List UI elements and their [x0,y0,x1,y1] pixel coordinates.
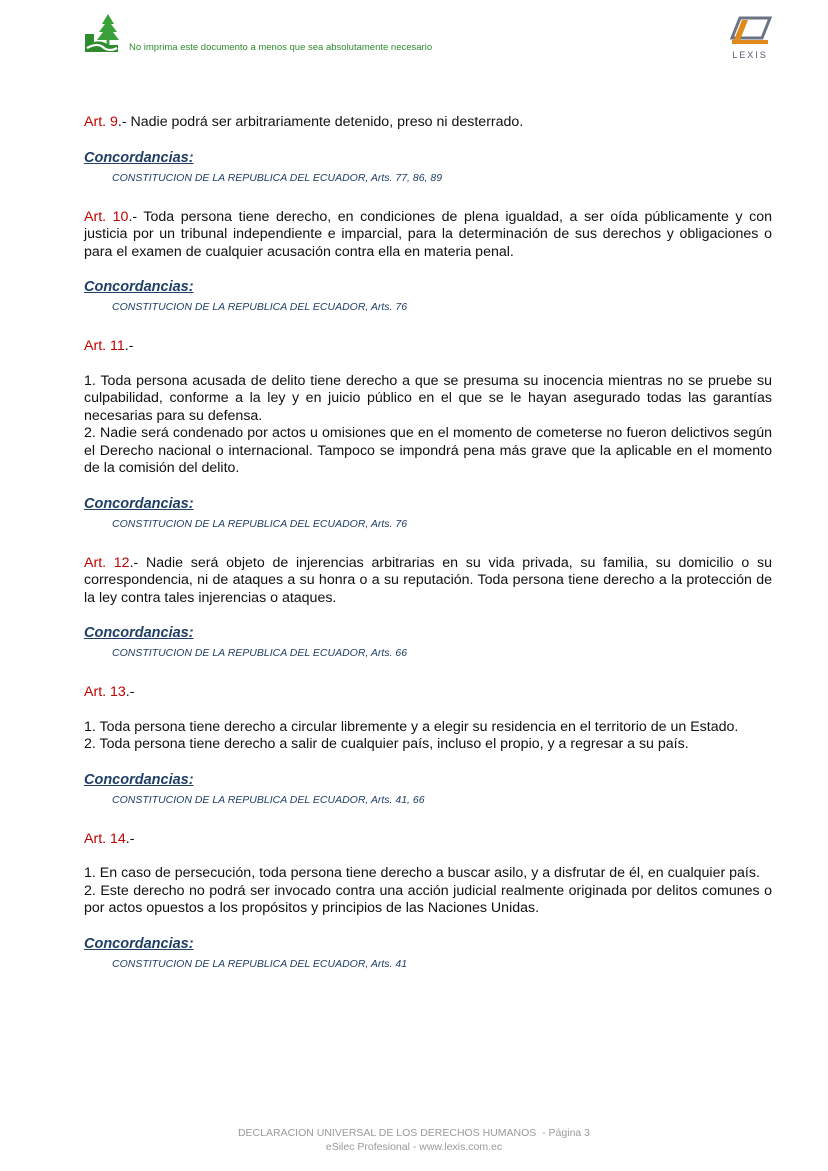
article-lead: .- Toda persona tiene derecho, en condiciones de plena igualdad, a ser oída públicamente y con justicia por un tribunal independiente e imparcial, para la determinación de sus derechos y obligaciones o para el examen de cualquier acusación contra ella en materia penal. [84,208,772,260]
concordancias-label: Concordancias: [84,771,194,788]
article-text [84,338,772,356]
article-paragraph: 2. Toda persona tiene derecho a salir de cualquier país, incluso el propio, y a regresar a su país. [84,736,689,752]
concordancia-reference: CONSTITUCION DE LA REPUBLICA DEL ECUADOR, Arts. 41 [112,957,408,970]
footer-document-title: DECLARACION UNIVERSAL DE LOS DERECHOS HUMANOS - Página 3 [237,1127,591,1139]
lexis-wordmark: LEXIS [732,50,768,60]
article-number: Art. 9 [84,114,118,130]
article-paragraph: 2. Nadie será condenado por actos u omisiones que en el momento de cometerse no fueron delictivos según el Derecho nacional o internacional. Tampoco se impondrá pena más grave que la aplicable en el momento de la comisión del delito. [84,425,772,476]
article-13 [84,684,772,807]
article-paragraph: 1. En caso de persecución, toda persona tiene derecho a buscar asilo, y a disfrutar de él, en cualquier país. [84,865,760,881]
concordancias-label: Concordancias: [84,279,194,295]
article-text [84,555,772,608]
article-number: Art. 14 [84,830,126,847]
article-lead: .- [125,830,135,847]
footer-publisher: eSilec Profesional - www.lexis.com.ec [325,1141,503,1153]
article-text [84,114,772,132]
article-text [84,831,772,849]
article-number: Art. 12 [84,554,130,571]
article-lead: .- Nadie podrá ser arbitrariamente detenido, preso ni desterrado. [117,114,524,130]
concordancias-label: Concordancias: [84,495,194,512]
lexis-logo [722,16,778,64]
article-lead: .- Nadie será objeto de injerencias arbitrarias en su vida privada, su familia, su domicilio o su correspondencia, ni de ataques a su honra o a su reputación. Toda persona tiene derecho a la protección de la ley contra tales injerencias o ataques. [84,554,772,606]
article-11 [84,338,772,531]
article-number: Art. 11 [84,338,125,354]
article-9 [84,114,772,185]
concordancia-reference: CONSTITUCION DE LA REPUBLICA DEL ECUADOR, Arts. 76 [112,517,408,530]
concordancias-label: Concordancias: [84,625,194,641]
article-number: Art. 13 [84,684,126,700]
article-12 [84,555,772,661]
lexis-logo-icon [728,16,772,48]
concordancia-reference: CONSTITUCION DE LA REPUBLICA DEL ECUADOR, Arts. 76 [112,301,408,313]
article-paragraph: 1. Toda persona tiene derecho a circular libremente y a elegir su residencia en el territorio de un Estado. [84,718,739,735]
article-paragraph: 2. Este derecho no podrá ser invocado contra una acción judicial realmente originada por delitos comunes o por actos opuestos a los propósitos y principios de las Naciones Unidas. [84,882,772,916]
tree-logo-icon [84,12,124,54]
article-text [84,684,772,702]
concordancia-reference: CONSTITUCION DE LA REPUBLICA DEL ECUADOR, Arts. 41, 66 [112,793,425,806]
page-header [0,0,828,80]
page-footer [0,1126,828,1154]
article-number: Art. 10 [84,208,129,225]
concordancias-label: Concordancias: [84,149,194,166]
print-notice: No imprima este documento a menos que sea absolutamente necesario [129,42,433,53]
article-14 [84,831,772,971]
article-paragraph: 1. Toda persona acusada de delito tiene derecho a que se presuma su inocencia mientras no se pruebe su culpabilidad, conforme a la ley y en juicio público en el que se le hayan asegurado todas las garantías necesarias para su defensa. [84,372,772,424]
article-10 [84,209,772,315]
concordancias-label: Concordancias: [84,935,194,952]
article-lead: .- [124,338,134,354]
document-body [84,114,772,971]
article-text [84,209,772,262]
concordancia-reference: CONSTITUCION DE LA REPUBLICA DEL ECUADOR, Arts. 77, 86, 89 [112,171,443,184]
concordancia-reference: CONSTITUCION DE LA REPUBLICA DEL ECUADOR, Arts. 66 [112,647,408,659]
article-lead: .- [125,684,135,700]
